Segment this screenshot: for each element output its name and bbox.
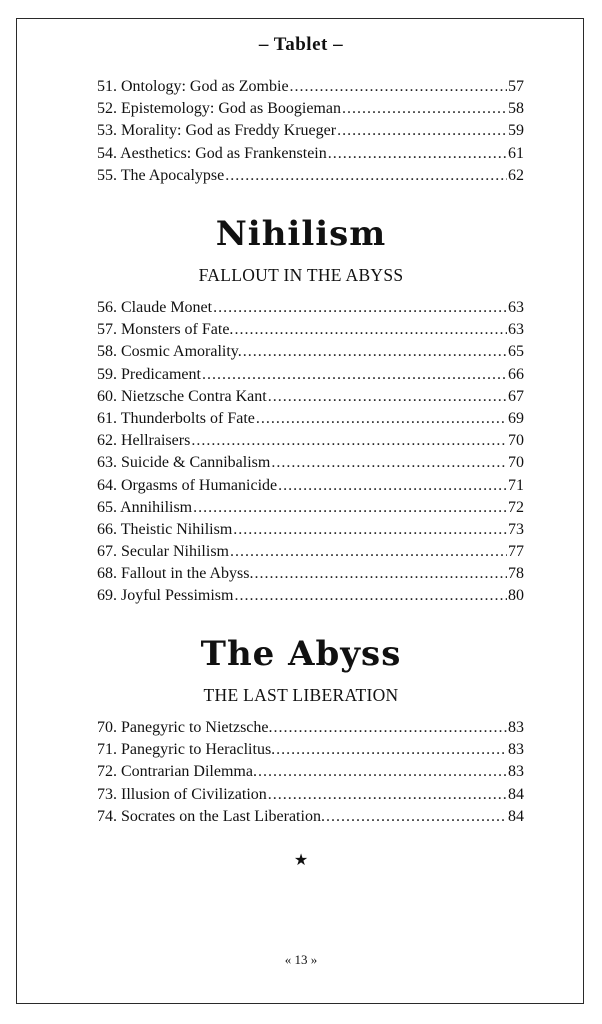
toc-entry[interactable] xyxy=(97,585,524,607)
page-number: « 13 » xyxy=(284,952,318,967)
toc-entry-title: 61. Thunderbolts of Fate xyxy=(97,409,255,427)
toc-entry-page: 83 xyxy=(508,741,524,759)
toc-entry[interactable] xyxy=(97,784,524,806)
toc-entry[interactable] xyxy=(97,98,524,120)
toc-entry-page: 66 xyxy=(508,365,524,383)
toc-entry-page: 57 xyxy=(508,78,524,95)
dot-leader xyxy=(342,98,507,120)
toc-entry-page: 77 xyxy=(508,543,524,561)
dot-leader xyxy=(258,761,507,783)
toc-list-nihilism xyxy=(97,297,524,608)
toc-entry[interactable] xyxy=(97,120,524,142)
toc-entry-title: 71. Panegyric to Heraclitus. xyxy=(97,741,276,759)
toc-entry[interactable] xyxy=(97,143,524,165)
toc-entry-title: 58. Cosmic Amorality. xyxy=(97,343,242,361)
toc-entry-title: 66. Theistic Nihilism xyxy=(97,520,233,538)
dot-leader xyxy=(268,386,507,408)
toc-entry-page: 84 xyxy=(508,785,524,803)
toc-entry-page: 73 xyxy=(508,520,524,538)
toc-entry[interactable] xyxy=(97,541,524,563)
toc-entry-title: 74. Socrates on the Last Liberation. xyxy=(97,807,325,825)
toc-entry-title: 62. Hellraisers xyxy=(97,432,191,450)
dot-leader xyxy=(337,120,507,142)
toc-entry-title: 64. Orgasms of Humanicide xyxy=(97,476,278,494)
toc-entry-page: 72 xyxy=(508,498,524,516)
section-subtitle-the-abyss: THE LAST LIBERATION xyxy=(203,685,399,705)
star-ornament-icon: ★ xyxy=(293,852,309,869)
toc-entry[interactable] xyxy=(97,297,524,319)
toc-entry[interactable] xyxy=(97,452,524,474)
toc-entry-title: 73. Illusion of Civilization xyxy=(97,785,267,803)
toc-entry-title: 60. Nietzsche Contra Kant xyxy=(97,387,267,405)
toc-entry[interactable] xyxy=(97,408,524,430)
toc-entry-page: 65 xyxy=(508,343,524,361)
toc-entry-title: 55. The Apocalypse xyxy=(97,166,225,184)
running-head: – Tablet – xyxy=(258,34,344,55)
toc-entry-page: 67 xyxy=(508,387,524,405)
toc-entry[interactable] xyxy=(97,806,524,828)
dot-leader xyxy=(328,143,507,165)
toc-entry-page: 71 xyxy=(508,476,524,494)
toc-entry[interactable] xyxy=(97,519,524,541)
toc-entry[interactable] xyxy=(97,165,524,187)
dot-leader xyxy=(276,739,507,761)
toc-entry-title: 65. Annihilism xyxy=(97,498,193,516)
toc-entry-title: 51. Ontology: God as Zombie xyxy=(97,78,289,95)
toc-entry-title: 69. Joyful Pessimism xyxy=(97,587,234,605)
toc-entry-title: 56. Claude Monet xyxy=(97,299,213,316)
dot-leader xyxy=(202,364,507,386)
dot-leader xyxy=(233,519,507,541)
toc-entry-page: 59 xyxy=(508,122,524,140)
toc-entry-title: 68. Fallout in the Abyss. xyxy=(97,565,254,583)
toc-entry-page: 83 xyxy=(508,763,524,781)
toc-entry-title: 59. Predicament xyxy=(97,365,201,383)
toc-entry[interactable] xyxy=(97,341,524,363)
toc-entry[interactable] xyxy=(97,475,524,497)
toc-entry[interactable] xyxy=(97,497,524,519)
toc-entry-title: 63. Suicide & Cannibalism xyxy=(97,454,271,472)
toc-entry-page: 62 xyxy=(508,166,524,184)
section-title-the-abyss: The Abyss xyxy=(200,634,402,674)
toc-entry-title: 70. Panegyric to Nietzsche. xyxy=(97,719,273,736)
toc-entry-page: 58 xyxy=(508,100,524,118)
toc-entry-page: 70 xyxy=(508,432,524,450)
toc-entry[interactable] xyxy=(97,761,524,783)
toc-entry-page: 63 xyxy=(508,299,524,316)
dot-leader xyxy=(274,717,508,739)
toc-entry[interactable] xyxy=(97,319,524,341)
dot-leader xyxy=(326,806,507,828)
dot-leader xyxy=(193,497,507,519)
toc-entry[interactable] xyxy=(97,76,524,98)
toc-entry[interactable] xyxy=(97,386,524,408)
dot-leader xyxy=(268,784,507,806)
dot-leader xyxy=(234,585,507,607)
toc-entry[interactable] xyxy=(97,563,524,585)
dot-leader xyxy=(290,76,507,98)
toc-entry-page: 70 xyxy=(508,454,524,472)
dot-leader xyxy=(278,475,507,497)
toc-entry-page: 83 xyxy=(508,719,524,736)
toc-list-the-abyss xyxy=(97,717,524,828)
dot-leader xyxy=(230,541,507,563)
toc-entry[interactable] xyxy=(97,364,524,386)
toc-entry-page: 84 xyxy=(508,807,524,825)
dot-leader xyxy=(191,430,507,452)
toc-entry-page: 63 xyxy=(508,321,524,339)
dot-leader xyxy=(256,408,507,430)
toc-entry-title: 57. Monsters of Fate. xyxy=(97,321,234,339)
toc-entry[interactable] xyxy=(97,739,524,761)
toc-entry-title: 54. Aesthetics: God as Frankenstein xyxy=(97,144,327,162)
section-title-nihilism: Nihilism xyxy=(215,214,387,254)
toc-entry-page: 61 xyxy=(508,144,524,162)
toc-entry-title: 53. Morality: God as Freddy Krueger xyxy=(97,122,337,140)
toc-entry[interactable] xyxy=(97,717,524,739)
toc-list-section-1 xyxy=(97,76,524,187)
dot-leader xyxy=(234,319,507,341)
dot-leader xyxy=(271,452,507,474)
section-subtitle-nihilism: FALLOUT IN THE ABYSS xyxy=(198,265,404,285)
dot-leader xyxy=(213,297,507,319)
dot-leader xyxy=(243,341,507,363)
toc-entry-title: 67. Secular Nihilism xyxy=(97,543,229,561)
toc-entry-title: 72. Contrarian Dilemma. xyxy=(97,763,257,781)
toc-entry-page: 69 xyxy=(508,409,524,427)
toc-entry-title: 52. Epistemology: God as Boogieman xyxy=(97,100,341,118)
dot-leader xyxy=(225,165,507,187)
toc-entry[interactable] xyxy=(97,430,524,452)
toc-entry-page: 78 xyxy=(508,565,524,583)
toc-entry-page: 80 xyxy=(508,587,524,605)
dot-leader xyxy=(254,563,507,585)
